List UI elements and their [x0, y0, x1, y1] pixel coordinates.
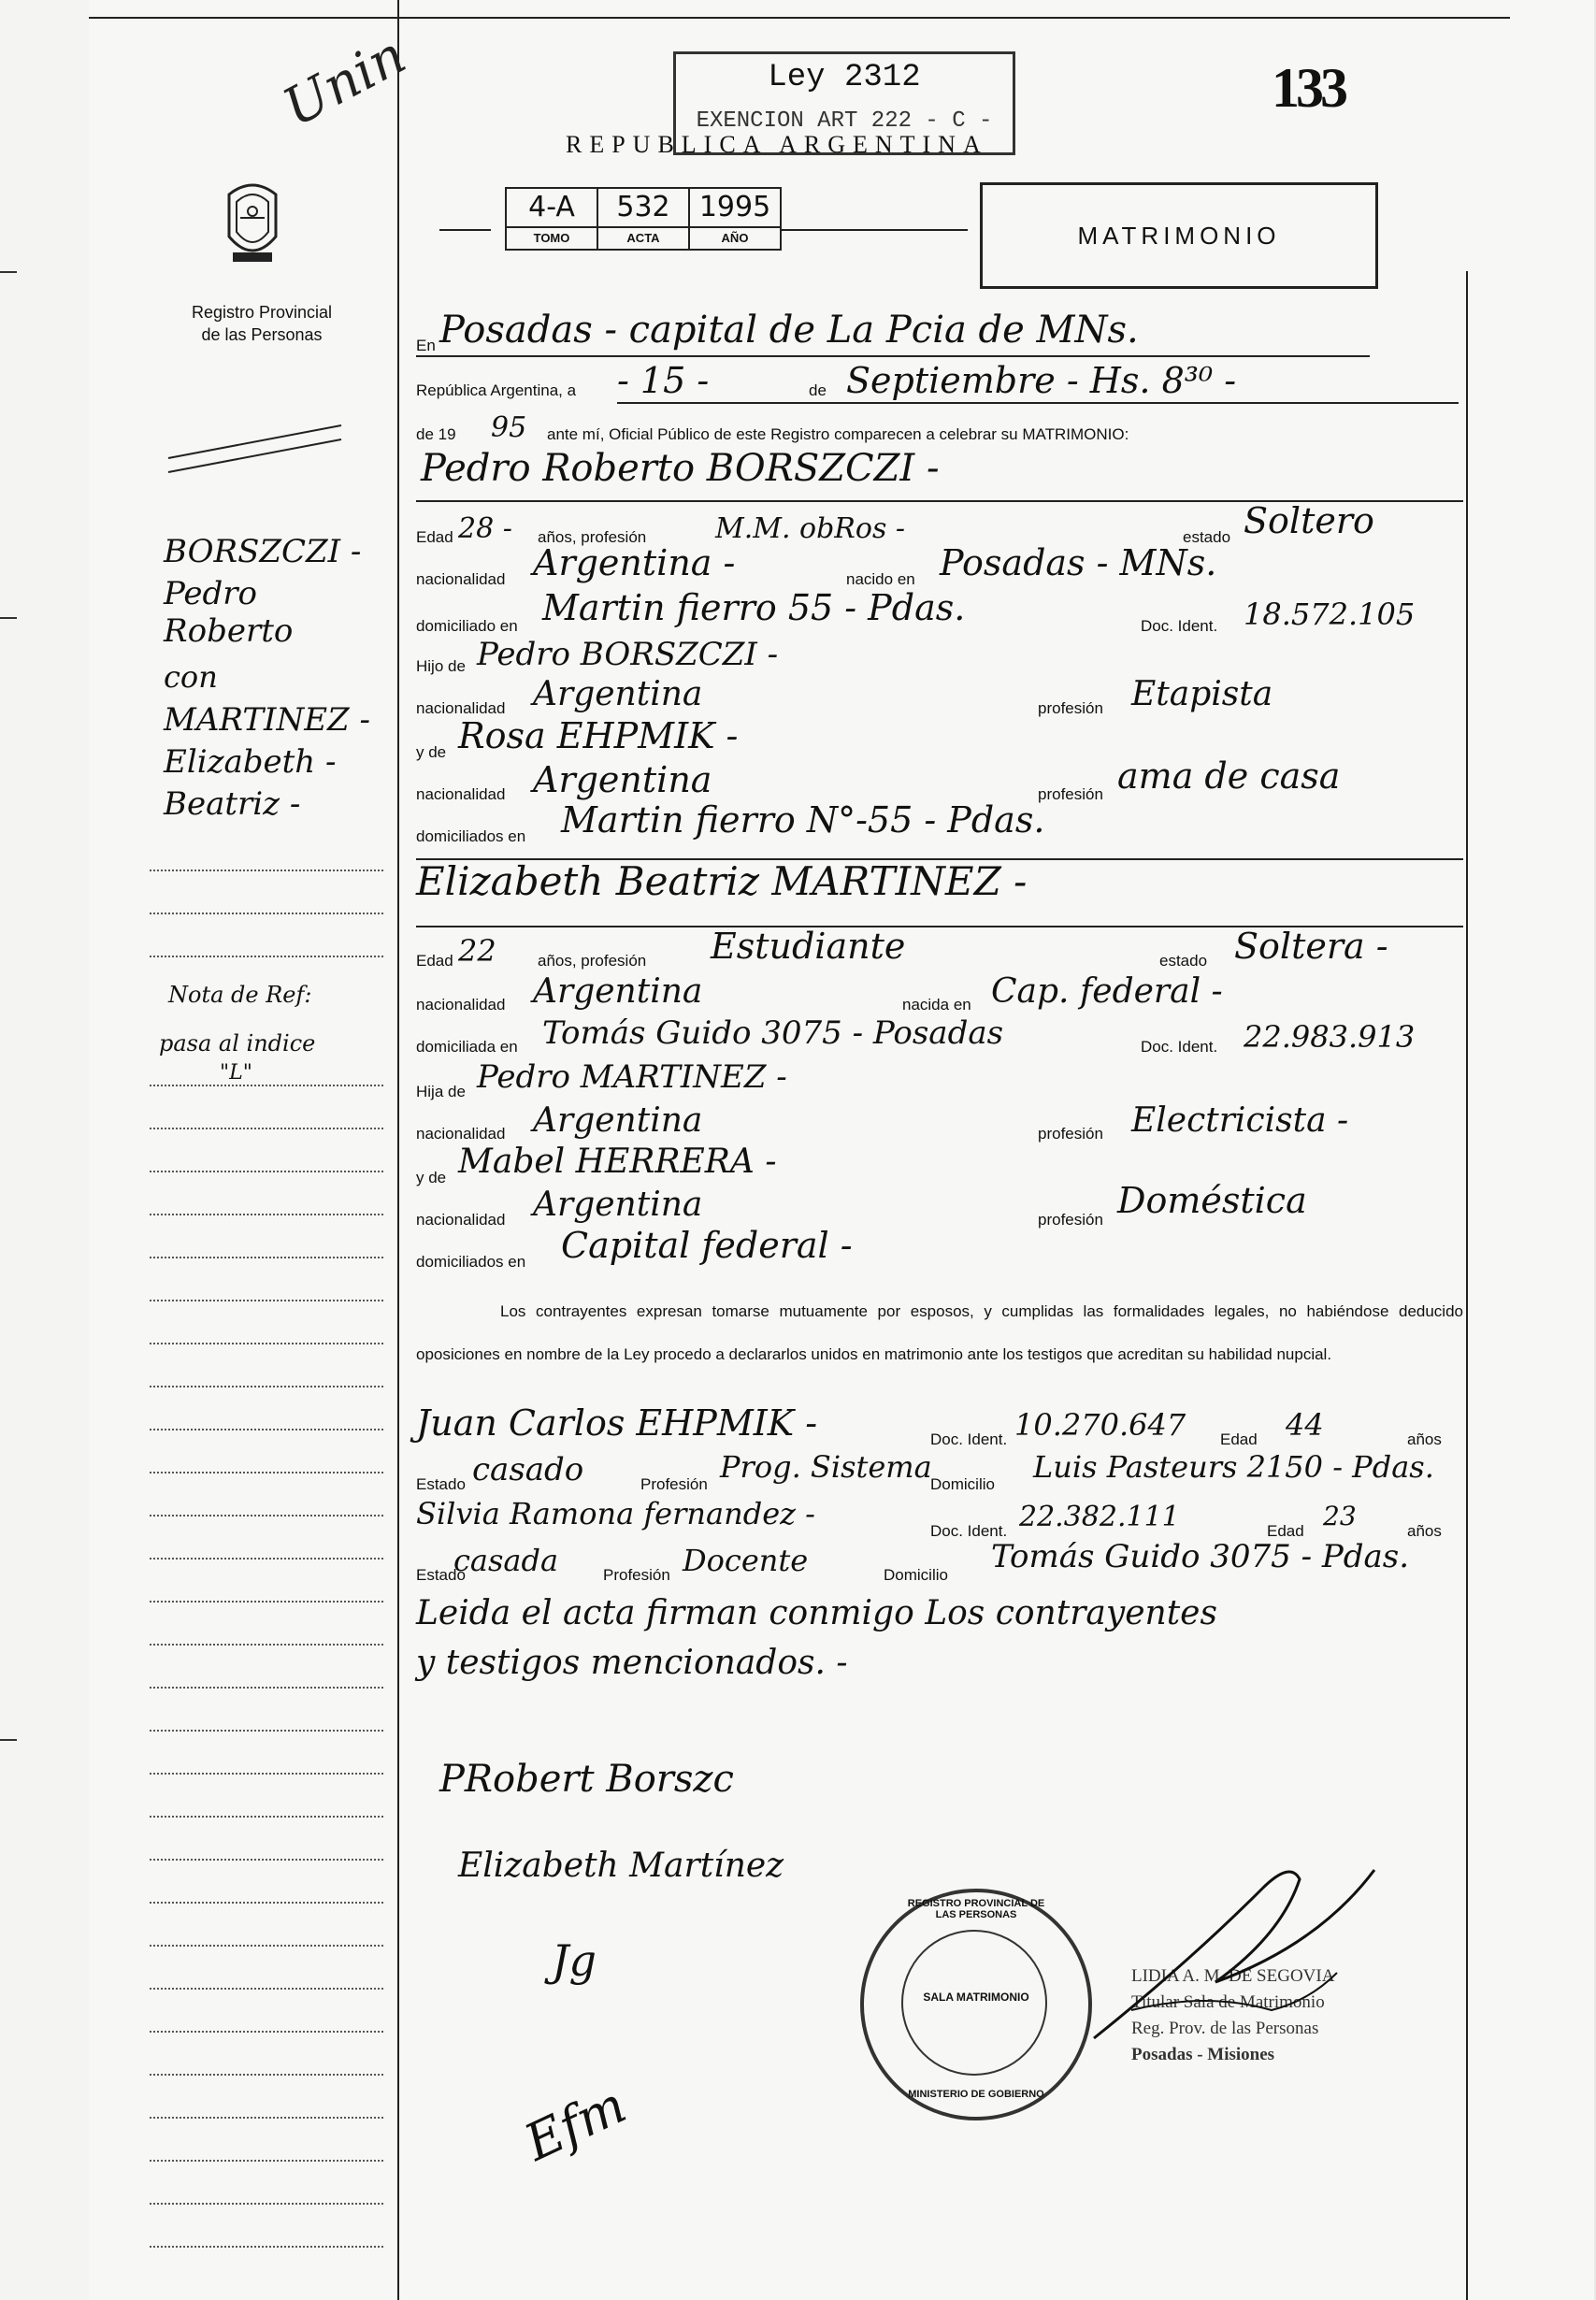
margin-note: Beatriz - [164, 785, 301, 823]
bride-domiciliados: Capital federal - [561, 1225, 853, 1266]
margin-dotted-line [150, 2160, 383, 2162]
nota-ref-line3: "L" [220, 1061, 252, 1085]
bride-padre-prof-label: profesión [1038, 1125, 1103, 1143]
margin-dotted-line [150, 1902, 383, 1904]
groom-madre-prof: ama de casa [1117, 755, 1341, 797]
groom-doc-label: Doc. Ident. [1141, 617, 1218, 635]
rule [416, 355, 1370, 357]
registry-name [159, 301, 365, 346]
right-rule [1466, 271, 1468, 2300]
groom-profesion: M.M. obRos - [715, 512, 906, 545]
bride-edad-label: Edad [416, 952, 453, 970]
en-label: En [416, 337, 436, 354]
folio-number: 133 [1272, 57, 1344, 119]
nota-ref-line1: Nota de Ref: [168, 982, 312, 1008]
margin-dotted-line [150, 2074, 383, 2076]
margin-rule [397, 0, 399, 2300]
groom-padre-nac-label: nacionalidad [416, 699, 506, 717]
tomo-label: TOMO [533, 231, 570, 245]
margin-dotted-line [150, 2246, 383, 2248]
groom-madre-nac: Argentina [533, 759, 712, 800]
margin-dotted-line [150, 1773, 383, 1775]
officer-line4: Posadas - Misiones [1131, 2045, 1275, 2064]
margin-dotted-line [150, 1515, 383, 1517]
republica-label: República Argentina, a [416, 381, 577, 399]
margin-dotted-line [150, 1472, 383, 1473]
groom-estado-label: estado [1183, 528, 1231, 546]
margin-dotted-line [150, 1085, 383, 1086]
officer-line2: Titular Sala de Matrimonio [1131, 1992, 1325, 2012]
groom-nacionalidad: Argentina - [533, 542, 736, 583]
bride-madre-prof: Doméstica [1117, 1180, 1307, 1221]
matrimonio-box: MATRIMONIO [980, 182, 1378, 289]
groom-padre-prof: Etapista [1131, 675, 1273, 713]
groom-dom-label: domiciliado en [416, 617, 518, 635]
groom-domiciliados: Martin fierro N°-55 - Pdas. [561, 799, 1045, 841]
witness1-doc: 10.270.647 [1014, 1407, 1186, 1443]
margin-dotted-line [150, 1214, 383, 1215]
witness2-estado: casada [453, 1543, 559, 1578]
witness1-doc-label: Doc. Ident. [930, 1430, 1008, 1448]
place-value: Posadas - capital de La Pcia de MNs. [439, 309, 1139, 352]
groom-nac-label: nacionalidad [416, 570, 506, 588]
margin-note: con [164, 659, 218, 695]
margin-dotted-line [150, 1429, 383, 1430]
margin-note: Pedro [164, 575, 257, 612]
groom-madre: Rosa EHPMIK - [458, 715, 739, 756]
acta-cell [598, 189, 690, 249]
groom-anios-label: años, profesión [538, 528, 647, 546]
officer-signature-icon [1075, 1851, 1412, 2057]
bride-madre-prof-label: profesión [1038, 1211, 1103, 1229]
margin-dotted-line [150, 1343, 383, 1344]
margin-dotted-line [150, 913, 383, 914]
tomo-cell [507, 189, 598, 249]
day-value: - 15 - [617, 360, 710, 401]
groom-padre-nac: Argentina [533, 675, 703, 713]
witness2-anios-label: años [1407, 1522, 1442, 1540]
witness1-estado: casado [472, 1451, 584, 1488]
groom-doc: 18.572.105 [1244, 597, 1416, 632]
groom-padre: Pedro BORSZCZI - [477, 636, 779, 673]
anio-value: 1995 [690, 189, 780, 228]
groom-madre-nac-label: nacionalidad [416, 785, 506, 803]
bride-madre: Mabel HERRERA - [458, 1143, 777, 1181]
margin-dotted-line [150, 1859, 383, 1861]
bride-name: Elizabeth Beatriz MARTINEZ - [416, 858, 1028, 904]
witness2-estado-label: Estado [416, 1566, 466, 1584]
top-border [89, 0, 1510, 19]
bride-nacida: Cap. federal - [991, 972, 1223, 1011]
witness2-domicilio: Tomás Guido 3075 - Pdas. [991, 1538, 1410, 1575]
stamp-outer-text: REGISTRO PROVINCIAL DE LAS PERSONAS [907, 1898, 1045, 1920]
anio-cell [690, 189, 780, 249]
bride-yde-label: y de [416, 1169, 447, 1186]
witness1-prof-label: Profesión [640, 1475, 708, 1493]
binder-mark [0, 617, 17, 619]
de-label: de [809, 381, 827, 399]
witness1-anios-label: años [1407, 1430, 1442, 1448]
rule [617, 402, 1459, 404]
bride-estado-label: estado [1159, 952, 1208, 970]
bride-dom-label: domiciliada en [416, 1038, 518, 1056]
witness1-dom-label: Domicilio [930, 1475, 995, 1493]
witness1-edad: 44 [1286, 1407, 1324, 1443]
groom-yde-label: y de [416, 743, 447, 761]
margin-dotted-line [150, 1730, 383, 1732]
witness2-doc-label: Doc. Ident. [930, 1522, 1008, 1540]
margin-strike-lines [164, 421, 351, 477]
dash [439, 229, 491, 231]
groom-domiciliados-label: domiciliados en [416, 827, 526, 845]
margin-dotted-line [150, 1988, 383, 1990]
margin-dotted-line [150, 1644, 383, 1646]
bride-estado: Soltera - [1234, 926, 1388, 967]
bride-domiciliados-label: domiciliados en [416, 1253, 526, 1271]
stamp-center-text: SALA MATRIMONIO [923, 1991, 1029, 2004]
exencion-text: EXENCION ART 222 - C - [696, 108, 993, 134]
officer-line3: Reg. Prov. de las Personas [1131, 2019, 1319, 2038]
margin-note: Roberto [164, 612, 294, 650]
registry-round-stamp [860, 1889, 1092, 2120]
registry-name-line1: Registro Provincial [191, 303, 333, 322]
witness2-name: Silvia Ramona fernandez - [416, 1496, 815, 1531]
ley-text: Ley 2312 [768, 60, 921, 95]
bride-madre-nac-label: nacionalidad [416, 1211, 506, 1229]
witness1-profesion: Prog. Sistema [720, 1449, 932, 1485]
acta-label: ACTA [626, 231, 660, 245]
binder-mark [0, 271, 17, 273]
margin-dotted-line [150, 1300, 383, 1301]
bride-hija-label: Hija de [416, 1083, 466, 1100]
declaration-text: Los contrayentes expresan tomarse mutuamente por esposos, y cumplidas las formalidades legales, no habiéndose deducido oposiciones en nombre de la Ley procedo a declararlos unidos en matrimonio ante los testigos que acreditan su habilidad nupcial. [416, 1302, 1463, 1363]
bride-padre-prof: Electricista - [1131, 1101, 1349, 1140]
de19-label: de 19 [416, 425, 456, 443]
tomo-acta-ano-box [505, 187, 782, 251]
dash [781, 229, 968, 231]
margin-dotted-line [150, 1171, 383, 1172]
witness1-edad-label: Edad [1220, 1430, 1258, 1448]
tomo-value: 4-A [507, 189, 597, 228]
margin-dotted-line [150, 1128, 383, 1129]
margin-note: Elizabeth - [164, 743, 337, 781]
bride-signature: Elizabeth Martínez [458, 1847, 784, 1885]
groom-edad-label: Edad [416, 528, 453, 546]
bride-anios-label: años, profesión [538, 952, 647, 970]
bride-nacionalidad: Argentina [533, 972, 703, 1011]
groom-estado: Soltero [1244, 500, 1374, 541]
groom-domicilio: Martin fierro 55 - Pdas. [542, 587, 966, 628]
bride-padre-nac-label: nacionalidad [416, 1125, 506, 1143]
groom-nacido-label: nacido en [846, 570, 915, 588]
binder-mark [0, 1739, 17, 1741]
month-value: Septiembre - Hs. 8³⁰ - [846, 360, 1237, 401]
witness-b-signature: Efm [515, 2075, 635, 2173]
closing-line2: y testigos mencionados. - [416, 1644, 848, 1682]
groom-hijo-label: Hijo de [416, 657, 466, 675]
witness1-name: Juan Carlos EHPMIK - [416, 1402, 818, 1444]
witness-a-signature: Jg [552, 1935, 597, 1986]
witness2-prof-label: Profesión [603, 1566, 670, 1584]
witness1-domicilio: Luis Pasteurs 2150 - Pdas. [1033, 1449, 1434, 1485]
margin-dotted-line [150, 2031, 383, 2033]
provincial-seal-icon [220, 176, 285, 269]
witness1-estado-label: Estado [416, 1475, 466, 1493]
bride-edad: 22 [458, 933, 496, 969]
groom-name: Pedro Roberto BORSZCZI - [421, 447, 940, 490]
witness2-edad-label: Edad [1267, 1522, 1304, 1540]
officer-line1: LIDIA A. M. DE SEGOVIA [1131, 1966, 1335, 1986]
bride-doc: 22.983.913 [1244, 1019, 1416, 1055]
margin-dotted-line [150, 1386, 383, 1387]
republica-heading: REPUBLICA ARGENTINA [566, 131, 988, 158]
margin-dotted-line [150, 1687, 383, 1689]
nota-ref-line2: pasa al indice [159, 1030, 316, 1057]
margin-dotted-line [150, 2117, 383, 2119]
margin-dotted-line [150, 2203, 383, 2205]
bride-profesion: Estudiante [711, 926, 906, 967]
corner-signature: Unin [273, 24, 416, 139]
witness2-dom-label: Domicilio [884, 1566, 948, 1584]
bride-madre-nac: Argentina [533, 1186, 703, 1224]
groom-edad: 28 - [458, 512, 512, 545]
margin-dotted-line [150, 956, 383, 957]
margin-dotted-line [150, 1257, 383, 1258]
year-value: 95 [491, 411, 527, 444]
anio-label: AÑO [721, 231, 749, 245]
margin-note: BORSZCZI - [164, 533, 362, 570]
stamp-bottom-text: MINISTERIO DE GOBIERNO [908, 2089, 1044, 2100]
witness2-edad: 23 [1323, 1501, 1357, 1531]
closing-line1: Leida el acta firman conmigo Los contrayentes [416, 1594, 1217, 1632]
margin-dotted-line [150, 1816, 383, 1818]
witness2-doc: 22.382.111 [1019, 1501, 1180, 1533]
margin-dotted-line [150, 1945, 383, 1947]
witness2-profesion: Docente [683, 1543, 809, 1578]
groom-padre-prof-label: profesión [1038, 699, 1103, 717]
bride-nacida-label: nacida en [902, 996, 971, 1013]
margin-dotted-line [150, 1601, 383, 1603]
binder-strip [0, 0, 92, 2300]
bride-doc-label: Doc. Ident. [1141, 1038, 1218, 1056]
margin-dotted-line [150, 1558, 383, 1560]
bride-padre: Pedro MARTINEZ - [477, 1058, 787, 1096]
bride-domicilio: Tomás Guido 3075 - Posadas [542, 1014, 1004, 1052]
ante-text: ante mí, Oficial Público de este Registro comparecen a celebrar su MATRIMONIO: [547, 425, 1129, 443]
bride-nac-label: nacionalidad [416, 996, 506, 1013]
margin-dotted-line [150, 870, 383, 871]
groom-nacido: Posadas - MNs. [940, 542, 1217, 583]
groom-signature: PRobert Borszc [439, 1758, 734, 1801]
margin-note: MARTINEZ - [164, 701, 370, 739]
registry-name-line2: de las Personas [201, 325, 323, 344]
groom-madre-prof-label: profesión [1038, 785, 1103, 803]
acta-value: 532 [598, 189, 688, 228]
bride-padre-nac: Argentina [533, 1101, 703, 1140]
